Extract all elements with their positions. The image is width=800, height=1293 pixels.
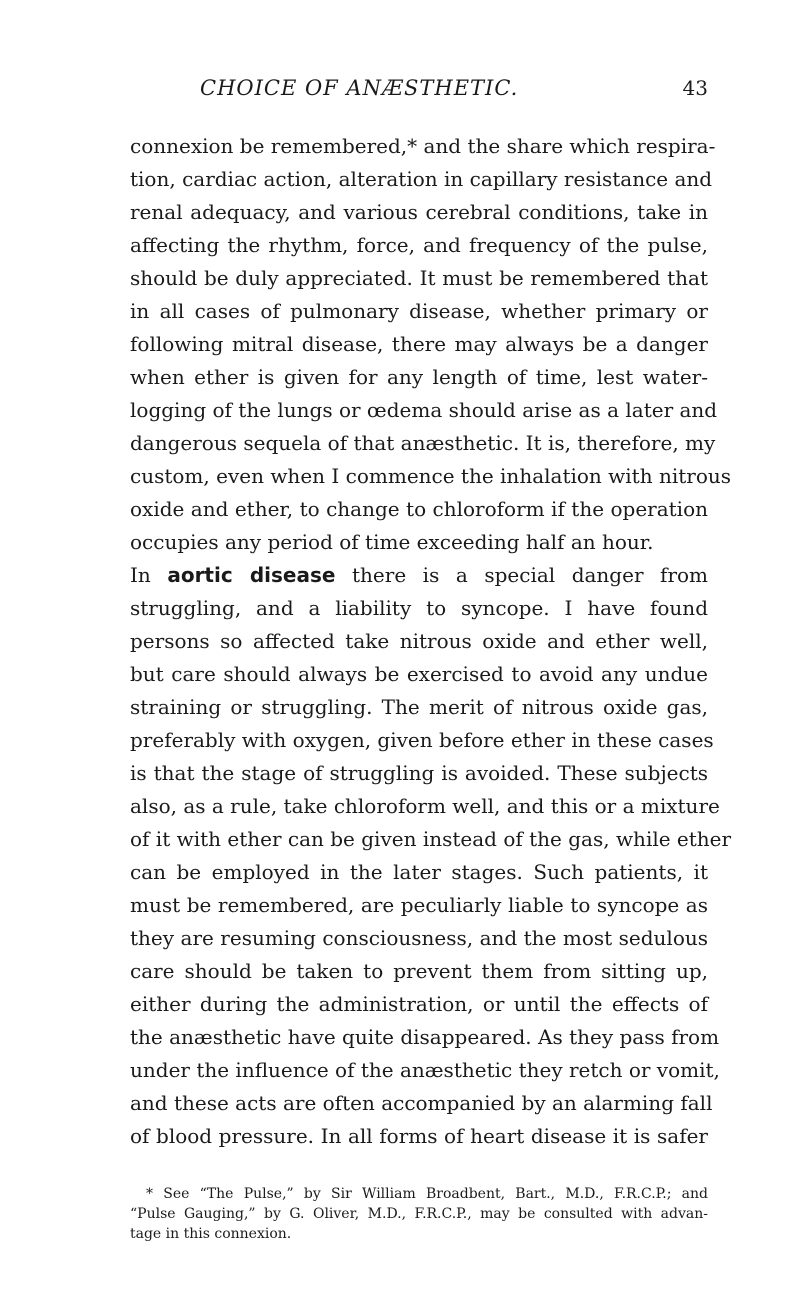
paragraph-start-line — [130, 559, 708, 592]
text-line: persons so affected take nitrous oxide and ether well, — [130, 629, 708, 653]
text-line: connexion be remembered,* and the share which respira- — [130, 134, 716, 158]
text-line: struggling, and a liability to syncope. I have found — [130, 596, 708, 620]
text-line: but care should always be exercised to avoid any undue — [130, 662, 708, 686]
text-line: under the influence of the anæsthetic they retch or vomit, — [130, 1058, 720, 1082]
paragraph-lead-rest: there is a special danger from — [352, 563, 709, 587]
text-line: care should be taken to prevent them from sitting up, — [130, 959, 708, 983]
text-line: of blood pressure. In all forms of heart disease it is safer — [130, 1124, 708, 1148]
text-line: dangerous sequela of that anæsthetic. It is, therefore, my — [130, 431, 716, 455]
page-number: 43 — [682, 76, 708, 100]
footnote — [130, 1184, 708, 1244]
footnote-line: * See “The Pulse,” by Sir William Broadbent, Bart., M.D., F.R.C.P.; and — [146, 1186, 708, 1202]
emphasis-aortic-disease: aortic disease — [167, 563, 336, 587]
paragraph-lead: In — [130, 563, 151, 587]
text-line: can be employed in the later stages. Such patients, it — [130, 860, 708, 884]
text-line: when ether is given for any length of time, lest water- — [130, 365, 708, 389]
footnote-line: “Pulse Gauging,” by G. Oliver, M.D., F.R.C.P., may be consulted with advan- — [130, 1206, 708, 1222]
text-line: tion, cardiac action, alteration in capillary resistance and — [130, 167, 713, 191]
text-line: of it with ether can be given instead of the gas, while ether — [130, 827, 732, 851]
text-line: oxide and ether, to change to chloroform if the operation — [130, 497, 708, 521]
text-line: must be remembered, are peculiarly liable to syncope as — [130, 893, 708, 917]
text-line: straining or struggling. The merit of nitrous oxide gas, — [130, 695, 708, 719]
text-line: following mitral disease, there may always be a danger — [130, 332, 708, 356]
text-line: the anæsthetic have quite disappeared. As they pass from — [130, 1025, 720, 1049]
text-line: either during the administration, or until the effects of — [130, 992, 708, 1016]
text-line: is that the stage of struggling is avoided. These subjects — [130, 761, 708, 785]
body-text — [130, 130, 732, 1153]
text-line: custom, even when I commence the inhalation with nitrous — [130, 464, 732, 488]
text-line: and these acts are often accompanied by an alarming fall — [130, 1091, 713, 1115]
running-title: CHOICE OF ANÆSTHETIC. — [200, 76, 519, 100]
text-line: renal adequacy, and various cerebral conditions, take in — [130, 200, 708, 224]
text-line: they are resuming consciousness, and the most sedulous — [130, 926, 708, 950]
text-line: also, as a rule, take chloroform well, and this or a mixture — [130, 794, 720, 818]
text-line: occupies any period of time exceeding half an hour. — [130, 530, 654, 554]
text-line: affecting the rhythm, force, and frequency of the pulse, — [130, 233, 708, 257]
text-line: in all cases of pulmonary disease, whether primary or — [130, 299, 708, 323]
text-line: should be duly appreciated. It must be remembered that — [130, 266, 708, 290]
text-line: logging of the lungs or œdema should arise as a later and — [130, 398, 718, 422]
footnote-line: tage in this connexion. — [130, 1226, 292, 1242]
running-head — [128, 76, 708, 106]
text-line: preferably with oxygen, given before ether in these cases — [130, 728, 714, 752]
